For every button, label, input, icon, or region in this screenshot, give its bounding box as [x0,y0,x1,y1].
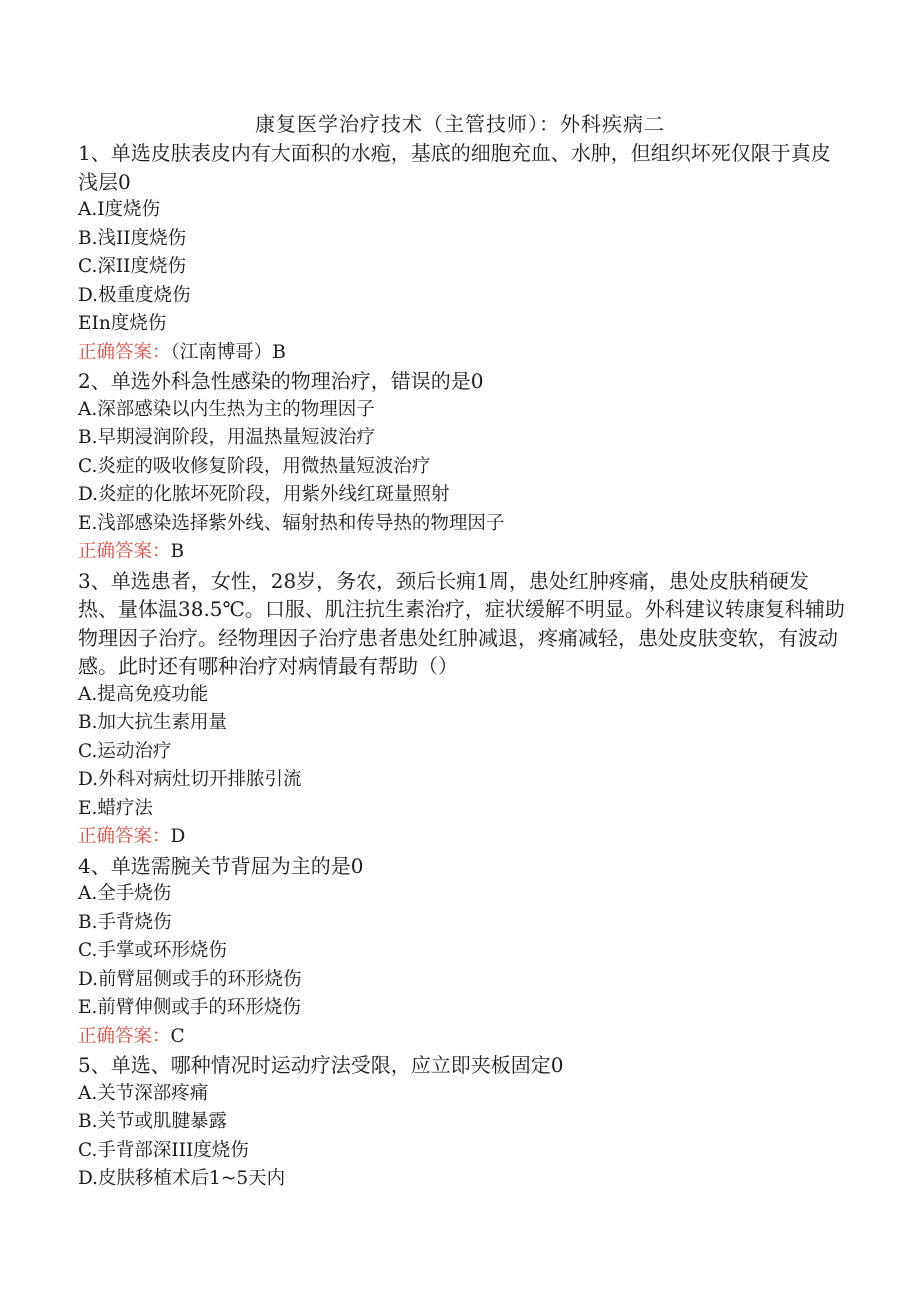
answer-value: （江南博哥）B [170,341,286,363]
option-e: E.浅部感染选择紫外线、辐射热和传导热的物理因子 [78,512,505,534]
answer-value: D [170,826,186,847]
option-b: B.早期浸润阶段，用温热量短波治疗 [78,427,375,448]
question-text: 5、单选、哪种情况时运动疗法受限，应立即夹板固定0 [78,1053,564,1077]
option-e: EIn度烧伤 [78,313,167,334]
option-b: B.加大抗生素用量 [78,712,227,733]
option-b: B.关节或肌腱暴露 [78,1111,227,1132]
option-a: A.提高免疫功能 [78,683,209,705]
option-e: E.前臂伸侧或手的环形烧伤 [78,997,301,1018]
question-4 [78,852,848,1052]
option-d: D.炎症的化脓坏死阶段，用紫外线红斑量照射 [78,484,450,505]
question-text: 2、单选外科急性感染的物理治疗，错误的是0 [78,369,484,393]
option-d: D.外科对病灶切开排脓引流 [78,769,302,790]
document-title: 康复医学治疗技术（主管技师）：外科疾病二 [255,112,665,136]
option-a: A.深部感染以内生热为主的物理因子 [78,398,375,420]
option-d: D.极重度烧伤 [78,284,191,306]
option-a: A.I度烧伤 [78,199,161,220]
answer-line [78,823,848,852]
option-c: C.运动治疗 [78,740,172,762]
option-b: B.浅II度烧伤 [78,227,187,249]
option-e: E.蜡疗法 [78,797,153,819]
question-text: 4、单选需腕关节背屈为主的是0 [78,853,364,878]
option-c: C.手掌或环形烧伤 [78,940,227,961]
answer-label: 正确答案： [78,1025,171,1047]
question-text: 1、单选皮肤表皮内有大面积的水疱，基底的细胞充血、水肿，但组织坏死仅限于真皮浅层0 [78,141,831,194]
answer-line [78,339,848,368]
answer-label: 正确答案： [78,341,171,363]
option-d: D.皮肤移植术后1~5天内 [78,1168,286,1189]
option-d: D.前臂屈侧或手的环形烧伤 [78,968,302,990]
option-c: C.炎症的吸收修复阶段，用微热量短波治疗 [78,455,431,477]
question-list [78,139,848,1194]
option-b: B.手背烧伤 [78,911,172,933]
answer-label: 正确答案： [78,826,171,847]
answer-line [78,538,848,567]
question-3 [78,567,848,852]
question-text: 3、单选患者，女性，28岁，务农，颈后长痈1周，患处红肿疼痛，患处皮肤稍硬发热、量体温38.5℃。口服、肌注抗生素治疗，症状缓解不明显。外科建议转康复科辅助物理因子治疗。经物理因子治疗患者患处红肿减退，疼痛减轻，患处皮肤变软，有波动感。此时还有哪种治疗对病情最有帮助（） [78,568,845,678]
answer-value: C [170,1025,185,1047]
question-1 [78,139,848,367]
question-2 [78,367,848,567]
answer-line [78,1023,848,1052]
option-a: A.全手烧伤 [78,883,172,904]
option-a: A.关节深部疼痛 [78,1082,209,1104]
answer-label: 正确答案： [78,541,171,562]
option-c: C.手背部深III度烧伤 [78,1139,249,1161]
question-5 [78,1051,848,1194]
answer-value: B [170,541,185,562]
option-c: C.深II度烧伤 [78,256,186,277]
